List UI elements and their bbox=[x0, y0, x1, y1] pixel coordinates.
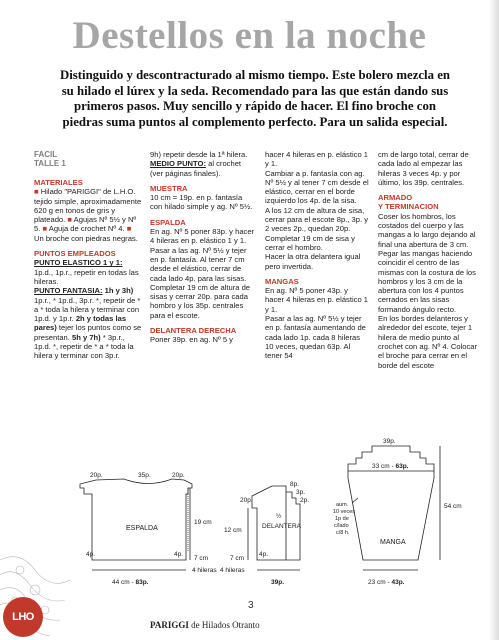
front-text: Hacer la otra delantera igual pero invertida. bbox=[265, 252, 361, 271]
front-shoulder: 20p. bbox=[240, 497, 253, 504]
column-4 bbox=[378, 150, 483, 370]
assembly-heading: ARMADO bbox=[378, 193, 413, 203]
back-armhole-height: 19 cm bbox=[194, 519, 212, 526]
front-text: A los 12 cm de altura de sisa, cerrar para el escote 8p., 3p. y 2 veces 2p., quedan 20p. bbox=[265, 205, 368, 234]
sleeve-increase-1: aum. bbox=[336, 502, 349, 508]
front-text: Completar 19 cm de sisa y cerrar el hombro. bbox=[265, 233, 355, 252]
pattern-diagrams-svg bbox=[0, 338, 499, 600]
front-text: hacer 4 hileras en p. elástico 1 y 1. bbox=[265, 150, 368, 169]
column-3 bbox=[265, 150, 369, 361]
back-heading: ESPALDA bbox=[150, 217, 186, 227]
sleeve-label: MANGA bbox=[380, 539, 406, 546]
sleeve-increase-5: c/8 h. bbox=[336, 530, 350, 536]
sleeves-heading: MANGAS bbox=[265, 276, 299, 286]
column-2 bbox=[150, 150, 256, 345]
front-height-7: 7 cm bbox=[230, 555, 245, 562]
front-width: 39p. bbox=[271, 579, 285, 586]
gauge-text: 10 cm = 19p. en p. fantasía con hilado simple y ag. Nº 5½. bbox=[150, 193, 253, 212]
front-armhole: 4p. bbox=[259, 551, 269, 558]
bullet-square-icon: ■ bbox=[42, 224, 48, 234]
back-label: ESPALDA bbox=[126, 525, 158, 532]
footer-credit: PARIGGI de Hilados Otranto bbox=[150, 620, 260, 630]
size-label: TALLE 1 bbox=[34, 159, 66, 168]
intro-line: piedras suma puntos al complemento perfecto. Para un salida especial. bbox=[62, 114, 448, 129]
front-neck-2: 2p. bbox=[300, 497, 310, 504]
intro-paragraph bbox=[24, 68, 486, 130]
rib-stitch-text: PUNTO ELASTICO 1 y 1: 1p.d., 1p.r., repetir en todas las hileras. bbox=[34, 258, 139, 286]
bullet-square-icon: ■ bbox=[34, 187, 39, 197]
page-title: Destellos en la noche bbox=[72, 14, 427, 57]
front-neck-8: 8p. bbox=[290, 481, 300, 488]
sleeves-text: Pasar a las ag. Nº 5½ y tejer en p. fantasía aumentando de cada lado 1p. cada 8 hileras 10 veces, quedan 63p. Al tener 54 bbox=[265, 314, 366, 361]
sleeve-top: 39p. bbox=[383, 438, 396, 445]
front-height-12: 12 cm bbox=[224, 527, 242, 534]
stitches-heading: PUNTOS EMPLEADOS bbox=[34, 249, 116, 259]
sleeve-length: 54 cm bbox=[444, 503, 462, 510]
intro-line: primeros pasos. Muy sencillo y rápido de hacer. El fino broche con bbox=[74, 99, 436, 114]
sleeve-width-top: 33 cm - 63p. bbox=[372, 463, 409, 470]
back-body-height: 7 cm bbox=[194, 555, 209, 562]
sleeve-increase-4: c/lado bbox=[334, 523, 349, 529]
back-text: En ag. Nº 5 poner 83p. y hacer 4 hileras en p. elástico 1 y 1. bbox=[150, 227, 255, 246]
page-edge-shadow bbox=[489, 0, 499, 640]
back-text: Pasar a las ag. Nº 5½ y tejer en p. fantasía. Al tener 7 cm desde el elástico, cerrar de cada lado 4p. para las sisas. bbox=[150, 245, 247, 283]
intro-line: su hilado el lúrex y la seda. Recomendado para las que están dando sus bbox=[61, 83, 449, 98]
back-shoulder-left: 20p. bbox=[90, 472, 103, 479]
sleeves-text: En ag. Nº 5 poner 43p. y hacer 4 hileras en p. elástico 1 y 1. bbox=[265, 286, 368, 314]
back-rows: 4 hileras bbox=[192, 567, 217, 574]
right-front-heading: DELANTERA DERECHA bbox=[150, 326, 237, 336]
column-1 bbox=[34, 150, 142, 361]
front-neck-3: 3p. bbox=[296, 489, 306, 496]
bullet-square-icon: ■ bbox=[126, 224, 132, 234]
gauge-heading: MUESTRA bbox=[150, 183, 188, 193]
back-text: Completar 19 cm de altura de sisas y cerrar 20p. para cada hombro y los 35p. centrales para el escote. bbox=[150, 282, 251, 320]
fancy-stitch-text: PUNTO FANTASIA: 1h y 3h) 1p.r., * 1p.d., 3p.r. *, repetir de * a * toda la hilera y terminar con 1p.d. y 1p.r. 2h y todas las pares) tejer los puntos como se presentan. 5h y 7h) * 3p.r., 1p.d. *, repetir de * a * toda la hilera y terminar con 3p.r. bbox=[34, 286, 142, 361]
right-front-text: Poner 39p. en ag. Nº 5 y bbox=[150, 335, 233, 345]
back-armhole-left: 4p. bbox=[86, 551, 96, 558]
front-half: ½ bbox=[276, 513, 282, 520]
difficulty-label: FACIL bbox=[34, 150, 58, 159]
pattern-diagrams bbox=[0, 338, 499, 600]
materials-heading: MATERIALES bbox=[34, 178, 83, 187]
front-rows: 4 hileras bbox=[220, 567, 245, 574]
back-neck-count: 35p. bbox=[138, 472, 151, 479]
assembly-subheading: Y TERMINACION bbox=[378, 202, 439, 212]
stitch-continuation: 9h) repetir desde la 1ª hilera. bbox=[150, 150, 248, 159]
back-width: 44 cm - 83p. bbox=[112, 579, 149, 586]
back-outline bbox=[80, 479, 192, 560]
front-text: Cambiar a p. fantasía con ag. Nº 5½ y al tener 7 cm desde el elástico, cerrar en el borde izquierdo los 4p. de la sisa. bbox=[265, 168, 369, 206]
bullet-square-icon: ■ bbox=[67, 215, 72, 225]
assembly-text: Coser los hombros, los costados del cuerpo y las mangas a lo largo dejando al final una abertura de 3 cm. bbox=[378, 211, 476, 249]
front-label: DELANTERA bbox=[262, 523, 302, 530]
sleeve-increase-2: 10 veces bbox=[333, 509, 356, 515]
back-armhole-right: 4p. bbox=[174, 551, 184, 558]
intro-line: Distinguido y descontracturado al mismo tiempo. Este bolero mezcla en bbox=[59, 68, 451, 82]
page-number: 3 bbox=[248, 600, 254, 611]
back-shoulder-right: 20p. bbox=[172, 472, 185, 479]
brand-logo: LHO bbox=[3, 597, 43, 637]
sleeves-text: cm de largo total, cerrar de cada lado al empezar las hileras 3 veces 4p. y por último, los 39p. centrales. bbox=[378, 150, 469, 187]
single-crochet-text: MEDIO PUNTO: al crochet (ver páginas finales). bbox=[150, 159, 242, 178]
assembly-text: Pegar las mangas haciendo coincidir el centro de las mismas con la costura de los hombros y los 3 cm de la abertura con los 4 puntos cerrados en las sisas formando ángulo recto. bbox=[378, 248, 476, 314]
sleeve-increase-3: 1p de bbox=[335, 516, 349, 522]
materials-text: ■ Hilado "PARIGGI" de L.H.O. tejido simple, aproximadamente 620 g en tonos de gris y plateado. ■ Agujas Nº 5½ y Nº 5. ■ Aguja de crochet Nº 4. ■ Un broche con piedras negras. bbox=[34, 187, 142, 243]
assembly-text: En los bordes delanteros y alrededor del escote, tejer 1 hilera de medio punto al crochet con ag. Nº 4. Colocar el broche para cerrar en el borde del escote bbox=[378, 314, 478, 370]
sleeve-width-bottom: 23 cm - 43p. bbox=[368, 579, 405, 586]
